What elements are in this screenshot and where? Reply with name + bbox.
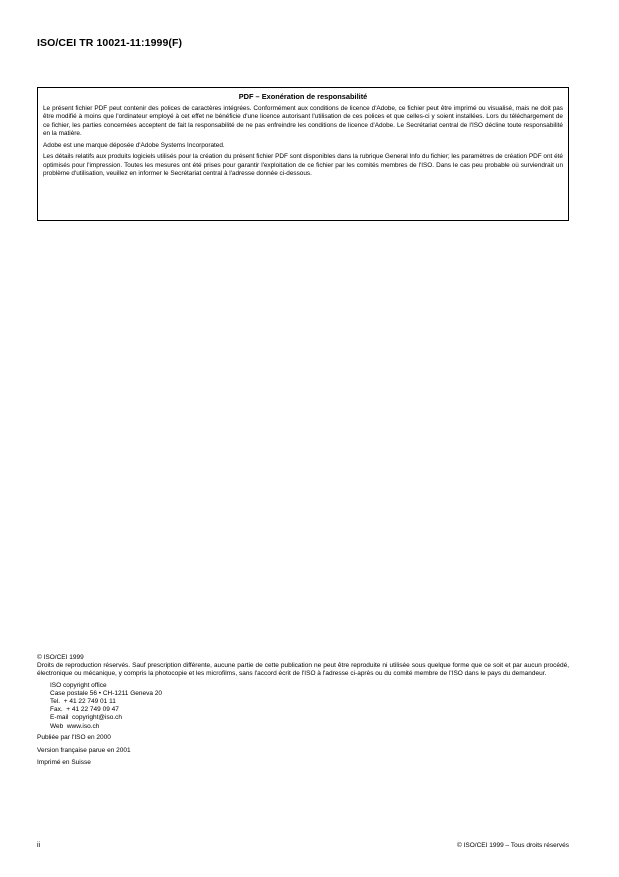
- document-identifier: ISO/CEI TR 10021-11:1999(F): [37, 37, 183, 49]
- printed-in-line: Imprimé en Suisse: [37, 759, 91, 767]
- reproduction-rights-text: Droits de reproduction réservés. Sauf prescription différente, aucune partie de cette publication ne peut être reproduite ni utilisée sous quelque forme que ce soit et par aucun procédé, électronique ou mécanique, y compris la photocopie et les microfilms, sans l'accord écrit de l'ISO à l'adresse ci-après ou du comité membre de l'ISO dans le pays du demandeur.: [37, 662, 569, 678]
- address-fax: Fax. + 41 22 749 09 47: [50, 706, 119, 714]
- footer-copyright: © ISO/CEI 1999 – Tous droits réservés: [457, 842, 569, 849]
- copyright-block: [37, 654, 569, 772]
- disclaimer-paragraph-software: Les détails relatifs aux produits logiciels utilisés pour la création du présent fichier PDF sont disponibles dans la rubrique General Info du fichier; les paramètres de création PDF ont été optimisés pour l'impression. Toutes les mesures ont été prises pour garantir l'exploitation de ce fichier par les comités membres de l'ISO. Dans le cas peu probable où surviendrait un problème d'utilisation, veuillez en informer le Secrétariat central à l'adresse donnée ci-dessous.: [43, 153, 563, 178]
- disclaimer-paragraph-fonts: Le présent fichier PDF peut contenir des polices de caractères intégrées. Conformément aux conditions de licence d'Adobe, ce fichier peut être imprimé ou visualisé, mais ne doit pas être modifié à moins que l'ordinateur employé à cet effet ne bénéficie d'une licence autorisant l'utilisation de ces polices et que celles-ci y soient installées. Lors du téléchargement de ce fichier, les parties concernées acceptent de fait la responsabilité de ne pas enfreindre les conditions de licence d'Adobe. Le Secrétariat central de l'ISO décline toute responsabilité en la matière.: [43, 105, 563, 137]
- address-web: Web www.iso.ch: [50, 722, 100, 730]
- french-version-line: Version française parue en 2001: [37, 746, 131, 754]
- copyright-notice: © ISO/CEI 1999: [37, 654, 84, 661]
- address-email: E-mail copyright@iso.ch: [50, 714, 122, 722]
- address-office: ISO copyright office: [50, 681, 107, 689]
- address-postal: Case postale 56 • CH-1211 Geneva 20: [50, 689, 163, 697]
- iso-address-block: [37, 682, 569, 731]
- pdf-disclaimer-box: [37, 87, 569, 221]
- disclaimer-title: PDF – Exonération de responsabilité: [238, 92, 368, 101]
- address-telephone: Tel. + 41 22 749 01 11: [50, 698, 116, 706]
- published-by-line: Publiée par l'ISO en 2000: [37, 733, 111, 741]
- page-number: ii: [37, 842, 41, 849]
- disclaimer-paragraph-trademark: Adobe est une marque déposée d'Adobe Systems Incorporated.: [43, 141, 225, 149]
